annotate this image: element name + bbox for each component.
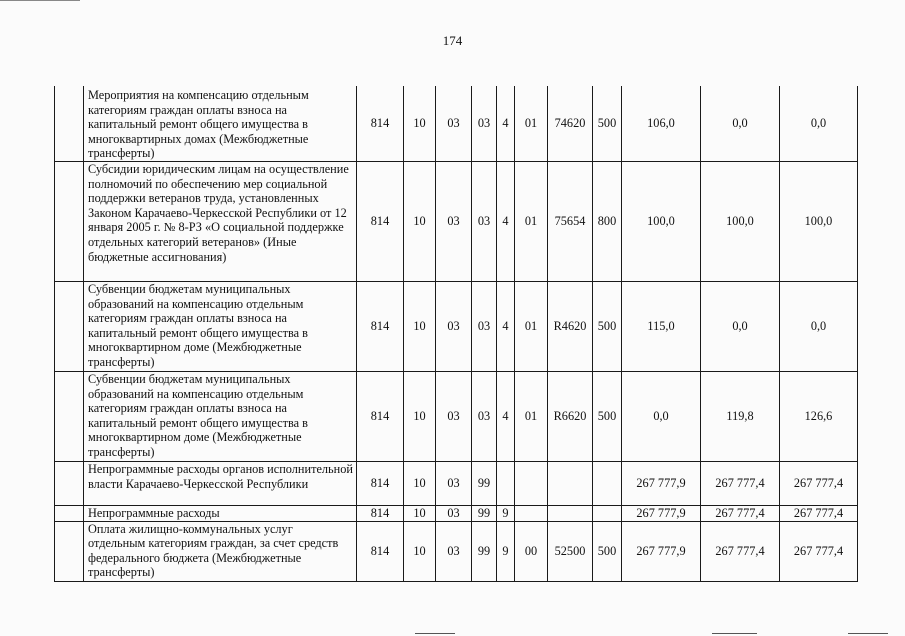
- row-name: Субвенции бюджетам муниципальных образований на компенсацию отдельным категориям граждан оплаты взноса на капитальный ремонт общего имущества в многоквартирном доме (Межбюджетные трансферты): [84, 281, 357, 371]
- cell-amount-1: 267 777,9: [622, 505, 701, 521]
- cell-section: 10: [404, 521, 436, 581]
- cell-ministry: 814: [357, 371, 404, 461]
- cell-expense-type: 800: [593, 161, 622, 281]
- cell-section: 10: [404, 505, 436, 521]
- cell-subprogram: 4: [497, 281, 515, 371]
- cell-program: 03: [472, 161, 497, 281]
- empty-cell: [55, 161, 84, 281]
- empty-cell: [55, 281, 84, 371]
- cell-amount-3: 126,6: [780, 371, 858, 461]
- cell-amount-1: 0,0: [622, 371, 701, 461]
- cell-amount-2: 100,0: [701, 161, 780, 281]
- cell-section: 10: [404, 281, 436, 371]
- cell-ministry: 814: [357, 281, 404, 371]
- cell-expense-type: [593, 505, 622, 521]
- row-name: Мероприятия на компенсацию отдельным категориям граждан оплаты взноса на капитальный ремонт общего имущества в многоквартирных домах (Межбюджетные трансферты): [84, 86, 357, 161]
- table-row: [55, 505, 858, 521]
- cell-subsection: 03: [436, 521, 472, 581]
- cell-amount-2: 267 777,4: [701, 505, 780, 521]
- cell-ministry: 814: [357, 461, 404, 505]
- cell-subprogram: 4: [497, 86, 515, 161]
- scan-edge-mark: [848, 633, 888, 634]
- cell-amount-1: 267 777,9: [622, 521, 701, 581]
- row-name: Субвенции бюджетам муниципальных образований на компенсацию отдельным категориям граждан оплаты взноса на капитальный ремонт общего имущества в многоквартирном доме (Межбюджетные трансферты): [84, 371, 357, 461]
- cell-expense-type: 500: [593, 86, 622, 161]
- cell-event: 01: [515, 281, 548, 371]
- table-row: [55, 371, 858, 461]
- cell-direction: R4620: [548, 281, 593, 371]
- cell-amount-3: 0,0: [780, 281, 858, 371]
- cell-expense-type: 500: [593, 281, 622, 371]
- cell-amount-3: 267 777,4: [780, 505, 858, 521]
- cell-direction: 75654: [548, 161, 593, 281]
- budget-table: [54, 86, 858, 582]
- table-row: [55, 161, 858, 281]
- page-number: 174: [442, 33, 463, 48]
- cell-subprogram: 4: [497, 371, 515, 461]
- cell-subprogram: 4: [497, 161, 515, 281]
- cell-subsection: 03: [436, 371, 472, 461]
- row-name: Оплата жилищно-коммунальных услуг отдельным категориям граждан, за счет средств федерального бюджета (Межбюджетные трансферты): [84, 521, 357, 581]
- cell-event: [515, 461, 548, 505]
- table-row: [55, 86, 858, 161]
- cell-subsection: 03: [436, 86, 472, 161]
- row-name: Субсидии юридическим лицам на осуществление полномочий по обеспечению мер социальной поддержки ветеранов труда, установленных Законом Карачаево-Черкесской Республики от 12 января 2005 г. № 8-РЗ «О социальной поддержке отдельных категорий ветеранов» (Иные бюджетные ассигнования): [84, 161, 357, 281]
- cell-amount-2: 267 777,4: [701, 521, 780, 581]
- cell-direction: 74620: [548, 86, 593, 161]
- scan-edge-mark: [712, 633, 757, 634]
- table-row: [55, 281, 858, 371]
- cell-ministry: 814: [357, 521, 404, 581]
- cell-amount-1: 106,0: [622, 86, 701, 161]
- cell-amount-1: 267 777,9: [622, 461, 701, 505]
- cell-program: 03: [472, 281, 497, 371]
- cell-expense-type: 500: [593, 521, 622, 581]
- cell-amount-2: 119,8: [701, 371, 780, 461]
- cell-program: 99: [472, 521, 497, 581]
- cell-event: 00: [515, 521, 548, 581]
- empty-cell: [55, 371, 84, 461]
- cell-section: 10: [404, 86, 436, 161]
- cell-program: 03: [472, 86, 497, 161]
- cell-event: [515, 505, 548, 521]
- cell-event: 01: [515, 161, 548, 281]
- cell-event: 01: [515, 371, 548, 461]
- scan-edge-mark: [0, 0, 80, 4]
- cell-amount-3: 100,0: [780, 161, 858, 281]
- cell-section: 10: [404, 371, 436, 461]
- table-row: [55, 521, 858, 581]
- cell-amount-3: 267 777,4: [780, 461, 858, 505]
- cell-subprogram: 9: [497, 521, 515, 581]
- cell-subprogram: [497, 461, 515, 505]
- cell-program: 03: [472, 371, 497, 461]
- empty-cell: [55, 505, 84, 521]
- cell-section: 10: [404, 461, 436, 505]
- cell-ministry: 814: [357, 86, 404, 161]
- cell-amount-1: 115,0: [622, 281, 701, 371]
- cell-direction: [548, 505, 593, 521]
- cell-amount-1: 100,0: [622, 161, 701, 281]
- scan-edge-mark: [415, 633, 455, 634]
- empty-cell: [55, 86, 84, 161]
- cell-subsection: 03: [436, 161, 472, 281]
- cell-amount-3: 0,0: [780, 86, 858, 161]
- empty-cell: [55, 521, 84, 581]
- cell-amount-2: 0,0: [701, 86, 780, 161]
- cell-section: 10: [404, 161, 436, 281]
- cell-ministry: 814: [357, 161, 404, 281]
- cell-event: 01: [515, 86, 548, 161]
- cell-ministry: 814: [357, 505, 404, 521]
- cell-expense-type: 500: [593, 371, 622, 461]
- cell-direction: [548, 461, 593, 505]
- cell-subsection: 03: [436, 505, 472, 521]
- cell-program: 99: [472, 461, 497, 505]
- cell-subsection: 03: [436, 281, 472, 371]
- empty-cell: [55, 461, 84, 505]
- cell-amount-2: 267 777,4: [701, 461, 780, 505]
- cell-direction: 52500: [548, 521, 593, 581]
- row-name: Непрограммные расходы: [84, 505, 357, 521]
- cell-amount-3: 267 777,4: [780, 521, 858, 581]
- row-name: Непрограммные расходы органов исполнительной власти Карачаево-Черкесской Республики: [84, 461, 357, 505]
- cell-amount-2: 0,0: [701, 281, 780, 371]
- cell-program: 99: [472, 505, 497, 521]
- cell-subprogram: 9: [497, 505, 515, 521]
- cell-expense-type: [593, 461, 622, 505]
- table-row: [55, 461, 858, 505]
- cell-direction: R6620: [548, 371, 593, 461]
- cell-subsection: 03: [436, 461, 472, 505]
